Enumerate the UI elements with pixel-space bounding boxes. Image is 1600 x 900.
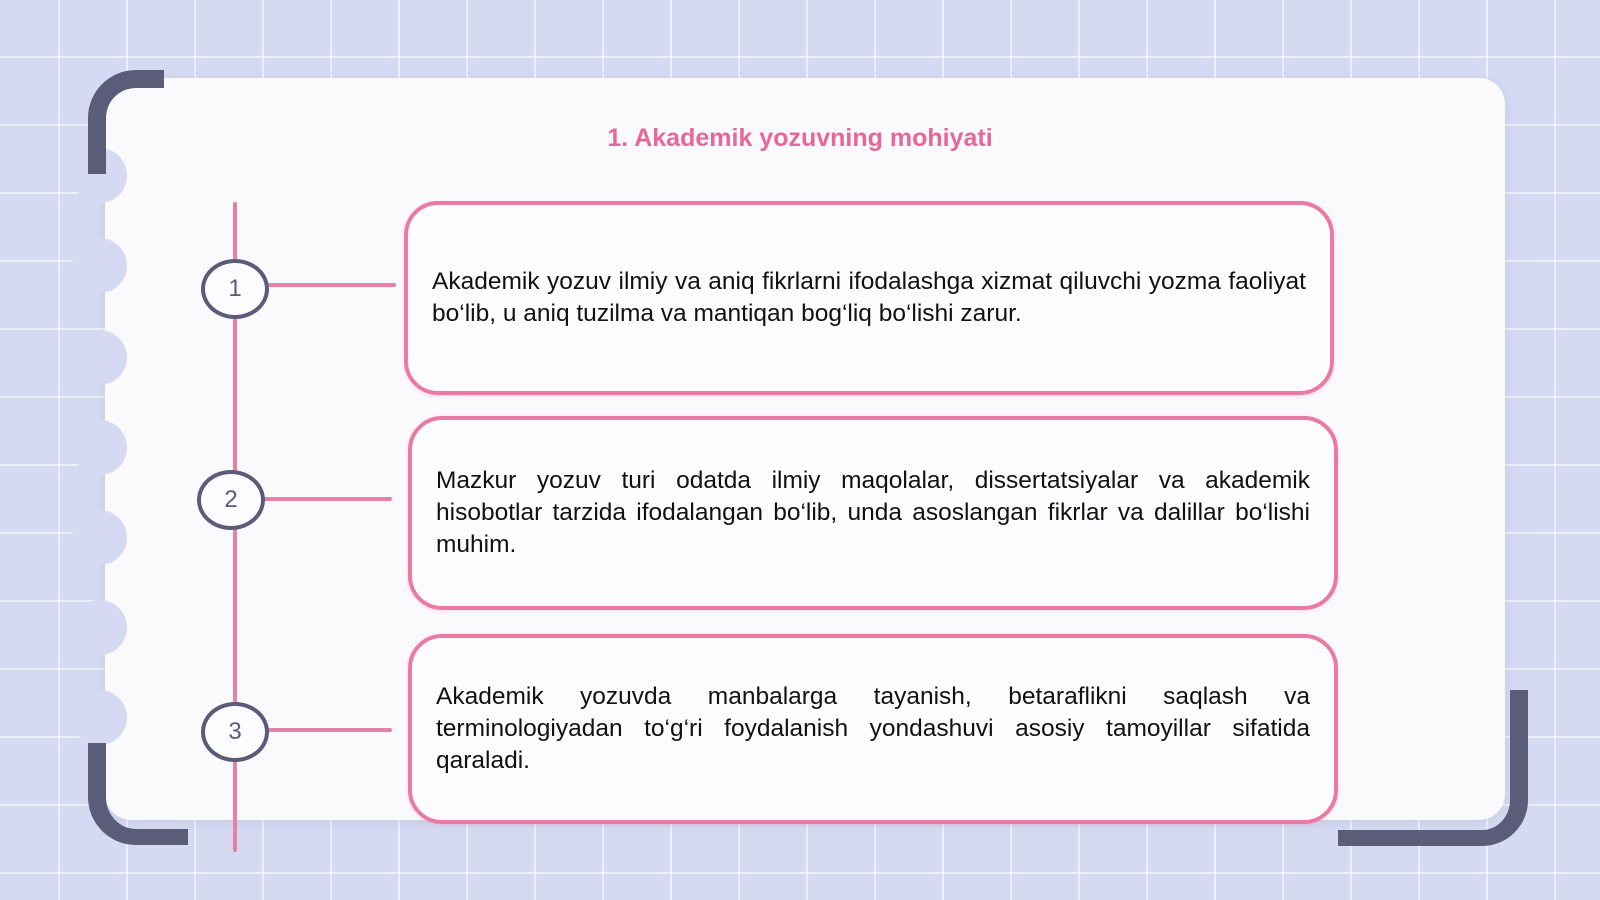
step-number-circle — [201, 259, 269, 319]
step-number: 1 — [228, 275, 242, 302]
binder-hole — [72, 420, 127, 475]
card-text: Akademik yozuvda manbalarga tayanish, betaraflikni saqlash va terminologiyadan to‘g‘ri foydalanish yondashuvi asosiy tamoyillar sifatida qaraladi. — [436, 683, 1310, 774]
content-card — [408, 416, 1338, 610]
corner-bracket-top-left — [88, 70, 164, 174]
step-number-circle — [197, 470, 265, 530]
timeline-connector — [268, 283, 396, 287]
timeline-connector — [264, 497, 392, 501]
step-number-circle — [201, 702, 269, 762]
binder-hole — [72, 600, 127, 655]
content-card — [408, 634, 1338, 824]
content-card — [404, 201, 1334, 395]
timeline-connector — [268, 728, 392, 732]
card-text: Mazkur yozuv turi odatda ilmiy maqolalar, dissertatsiyalar va akademik hisobotlar tarzida ifodalangan bo‘lib, unda asoslangan fikrlar va dalillar bo‘lishi muhim. — [436, 467, 1310, 558]
step-number: 2 — [224, 486, 238, 513]
slide-title: 1. Akademik yozuvning mohiyati — [607, 124, 993, 152]
binder-hole — [72, 690, 127, 745]
step-number: 3 — [228, 718, 242, 745]
binder-hole — [72, 238, 127, 293]
binder-hole — [72, 510, 127, 565]
card-text: Akademik yozuv ilmiy va aniq fikrlarni ifodalashga xizmat qiluvchi yozma faoliyat bo‘lib, u aniq tuzilma va mantiqan bog‘liq bo‘lishi zarur. — [432, 268, 1306, 327]
binder-hole — [72, 330, 127, 385]
corner-bracket-bottom-left — [88, 743, 188, 845]
corner-bracket-bottom-right — [1338, 690, 1528, 846]
